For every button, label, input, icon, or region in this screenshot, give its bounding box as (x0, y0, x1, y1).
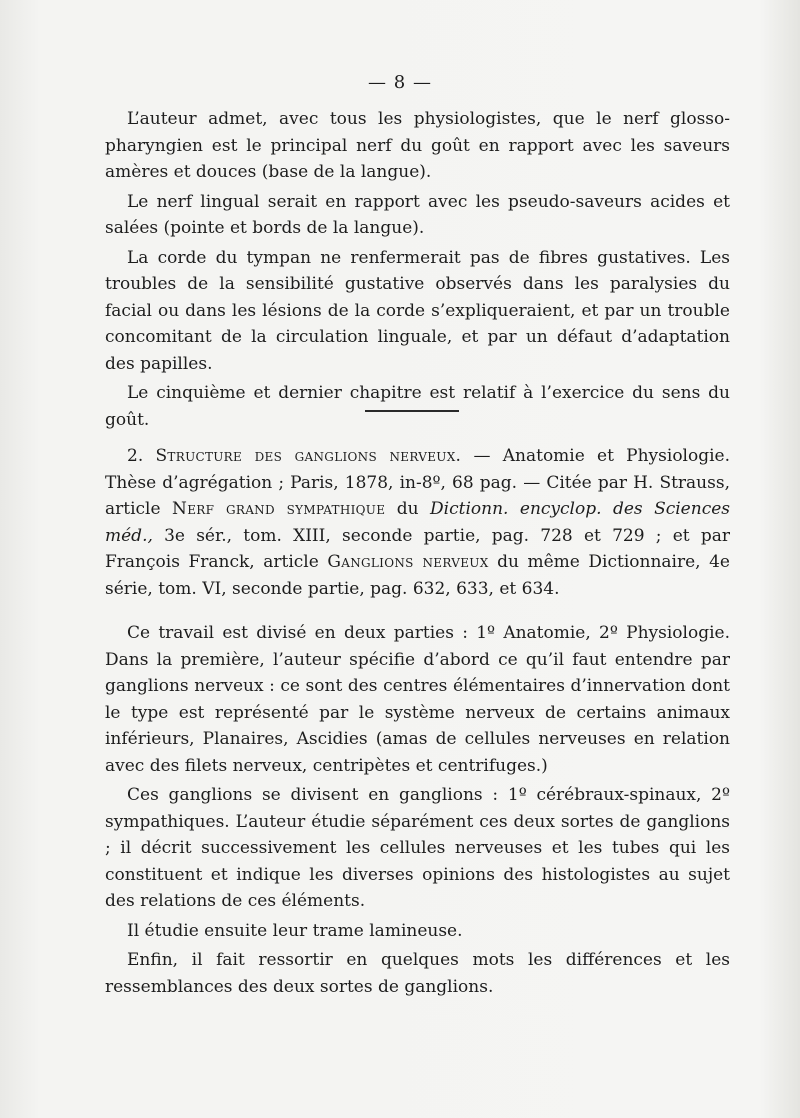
bibliographic-entry (105, 443, 730, 602)
entry-number: 2. (127, 446, 144, 466)
entry-title: Structure des ganglions nerveux. (155, 446, 462, 466)
entry-connector: du (385, 499, 431, 519)
paragraph: L’auteur admet, avec tous les physiologistes, que le nerf glosso-pharyngien est le principal nerf du goût en rapport avec les saveurs amères et douces (base de la langue). (105, 109, 730, 182)
paragraph: Enfin, il fait ressortir en quelques mots les différences et les ressemblances des deux sortes de ganglions. (105, 950, 730, 997)
paragraph: Le cinquième et dernier chapitre est relatif à l’exercice du sens du goût. (105, 383, 730, 430)
article-title: Nerf grand sympathique (172, 499, 386, 519)
section-taste-nerves (105, 106, 730, 433)
paragraph: Ce travail est divisé en deux parties : 1º Anatomie, 2º Physiologie. Dans la première, l’auteur spécifie d’abord ce qu’il faut entendre par ganglions nerveux : ce sont des centres élémentaires d’innervation dont le type est représenté par le système nerveux de certains animaux inférieurs, Planaires, Ascidies (amas de cellules nerveuses en relation avec des filets nerveux, centripètes et centrifuges.) (105, 623, 730, 776)
article-title: Ganglions nerveux (327, 552, 489, 572)
entry-citation: — Anatomie et Physiologie. Thèse d’agrégation ; Paris, 1878, in-8º, 68 pag. — Citée par H. Strauss, article (105, 446, 731, 519)
paragraph: Le nerf lingual serait en rapport avec les pseudo-saveurs acides et salées (pointe et bords de la langue). (105, 191, 730, 238)
section-divider (365, 410, 459, 412)
entry-text (105, 443, 730, 602)
entry-citation: 3e sér., tom. XIII, seconde partie, pag. 728 et 729 ; et par François Franck, article (105, 525, 730, 572)
dictionary-title: Dictionn. encyclop. des Sciences méd., (105, 499, 730, 546)
section-ganglia-summary (105, 620, 730, 1000)
paragraph: La corde du tympan ne renfermerait pas de fibres gustatives. Les troubles de la sensibilité gustative observés dans les paralysies du facial ou dans les lésions de la corde s’expliqueraient, et par un trouble concomitant de la circulation linguale, et par un défaut d’adaptation des papilles. (105, 247, 730, 374)
page-number: — 8 — (368, 72, 432, 93)
entry-citation: du même Dictionnaire, 4e série, tom. VI, seconde partie, pag. 632, 633, et 634. (105, 552, 730, 599)
paragraph: Ces ganglions se divisent en ganglions : 1º cérébraux-spinaux, 2º sympathiques. L’auteur étudie séparément ces deux sortes de ganglions ; il décrit successivement les cellules nerveuses et les tubes qui les constituent et indique les diverses opinions des histologistes au sujet des relations de ces éléments. (105, 785, 730, 911)
paragraph: Il étudie ensuite leur trame lamineuse. (127, 920, 463, 941)
